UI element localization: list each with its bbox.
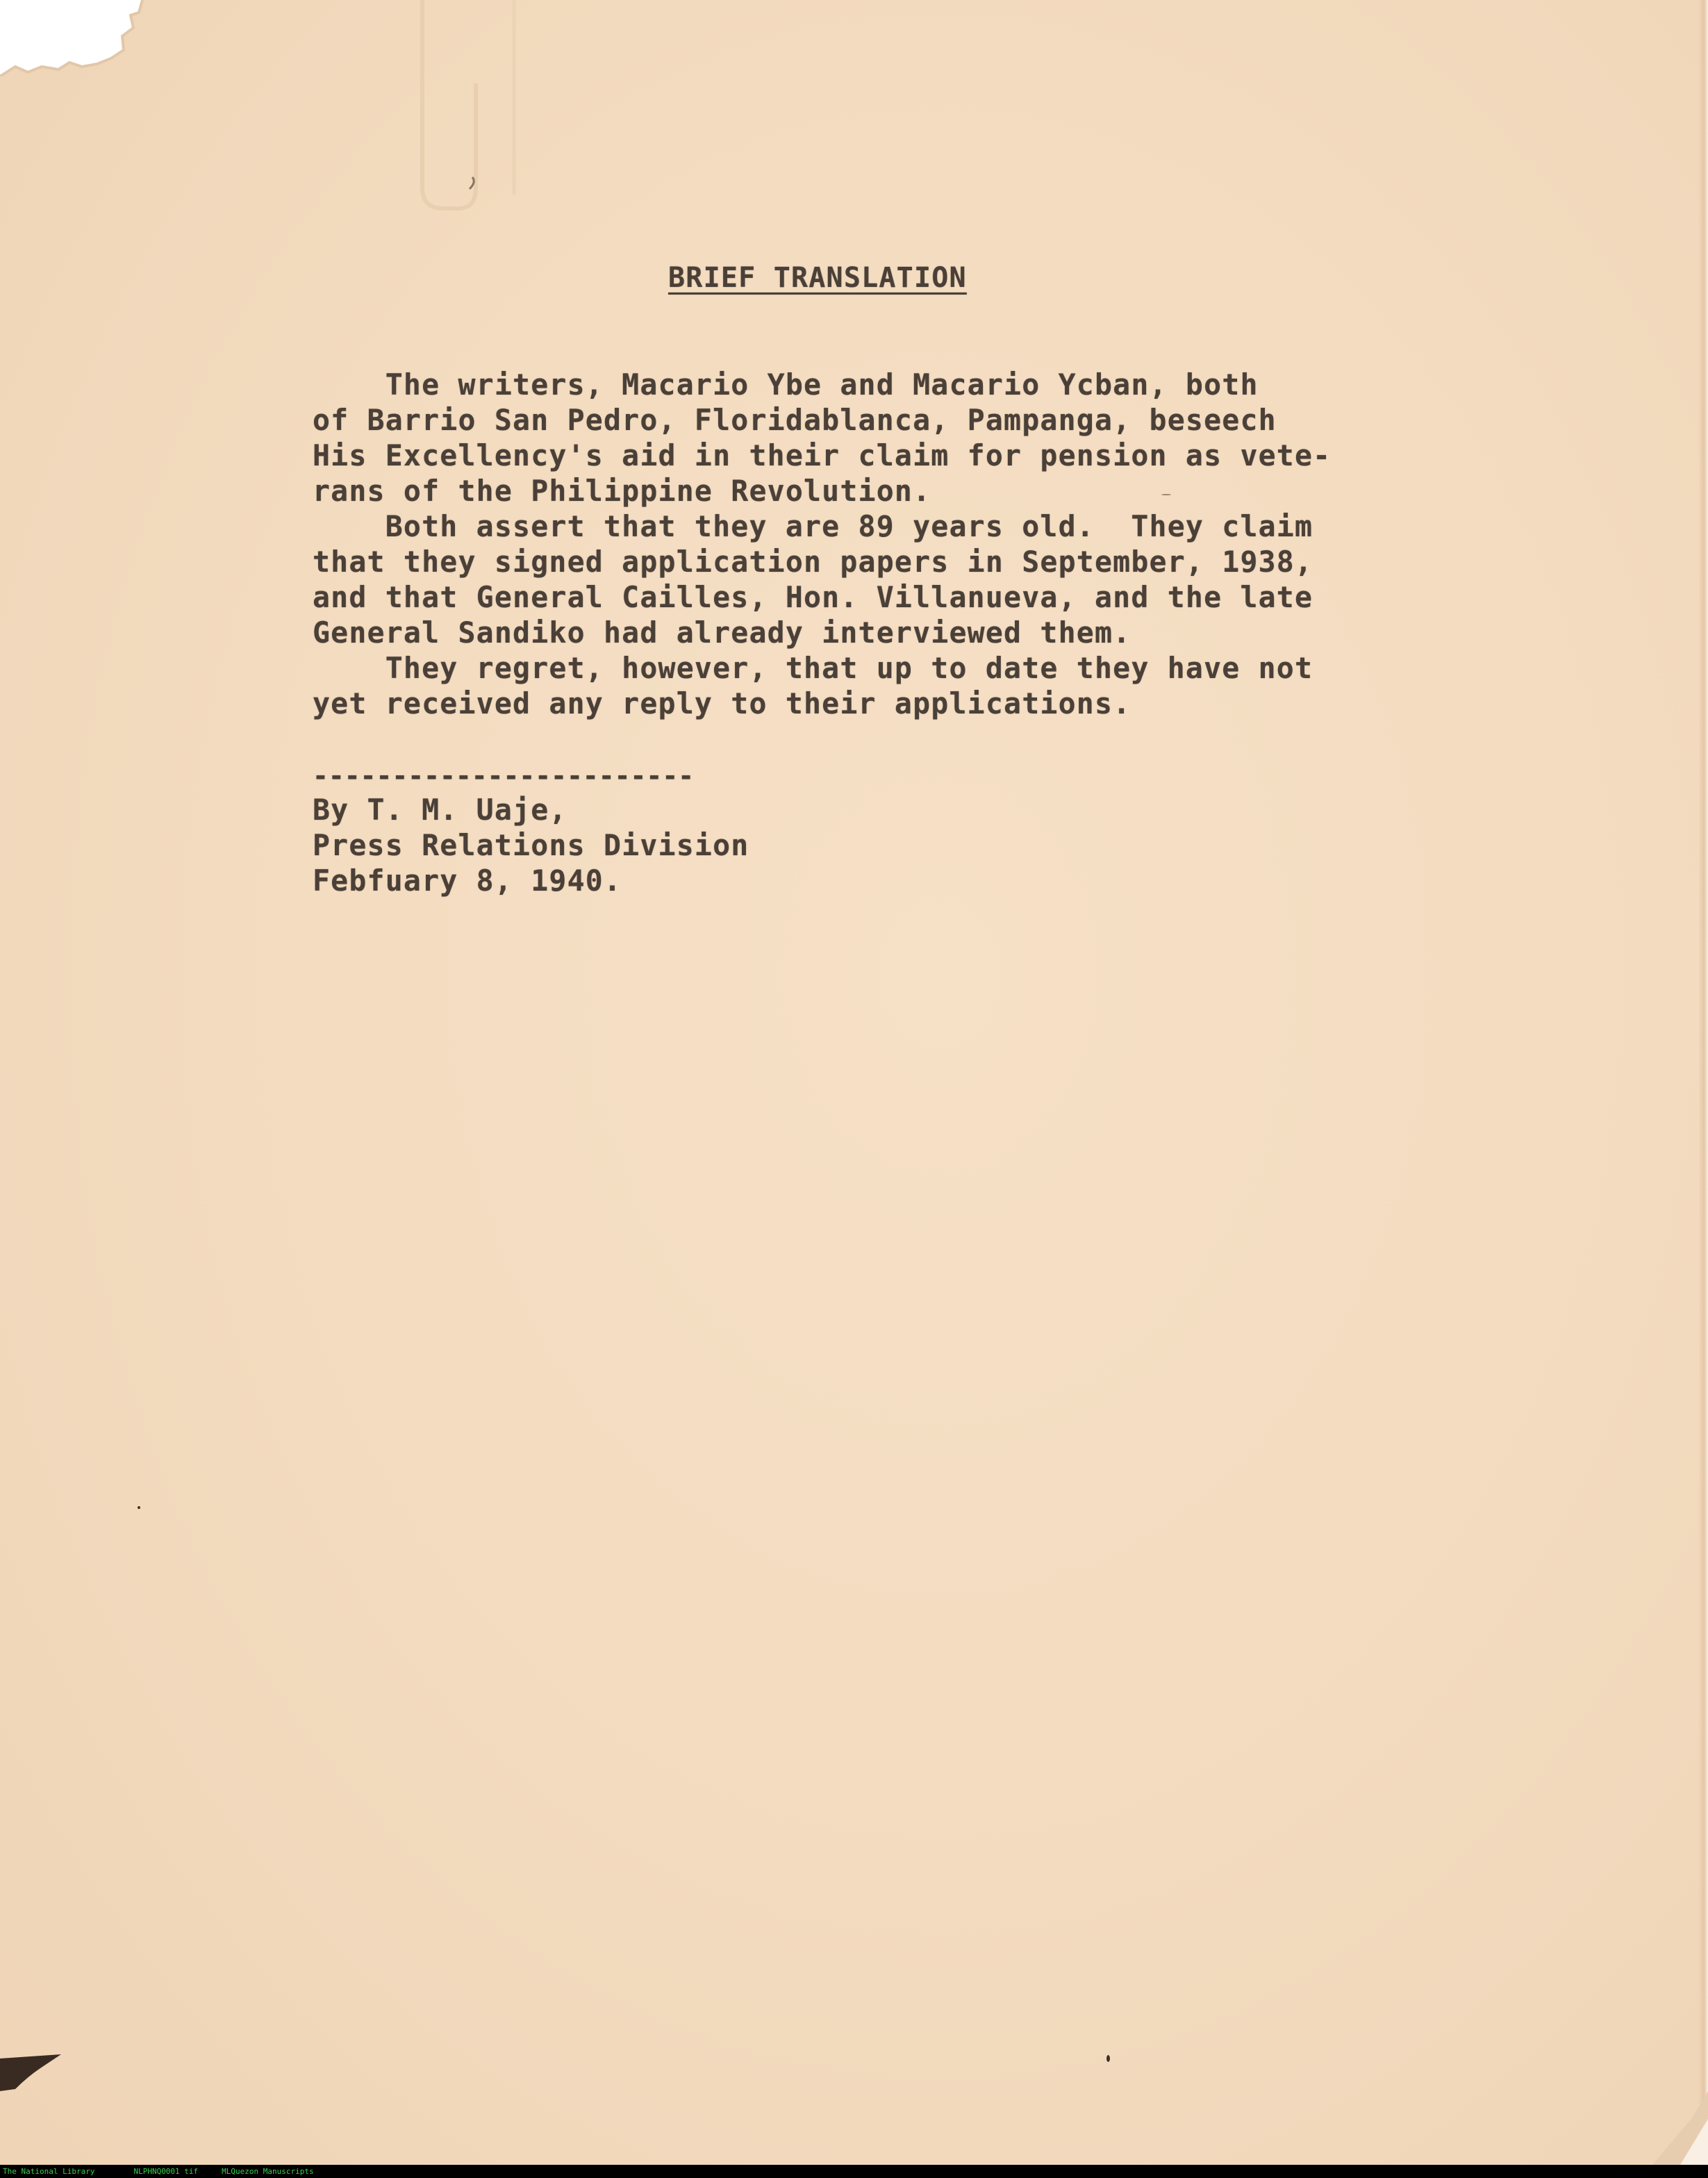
scan-footer	[0, 2165, 1708, 2178]
ink-speck	[138, 1506, 140, 1509]
footer-collection: MLQuezon Manuscripts	[222, 2167, 314, 2176]
paperclip-mark	[410, 0, 535, 215]
signature-author: By T. M. Uaje,	[313, 793, 567, 827]
divider: ------------------------	[313, 761, 695, 791]
body-line: General Sandiko had already interviewed them.	[313, 616, 1131, 650]
footer-file: NLPHNQ0001 tif	[133, 2167, 199, 2176]
paper-fold	[1625, 2091, 1708, 2165]
ink-speck	[1106, 2055, 1110, 2062]
footer-library: The National Library	[3, 2167, 95, 2176]
body-line: yet received any reply to their applications.	[313, 686, 1131, 720]
signature-date: Febfuary 8, 1940.	[313, 864, 622, 898]
body-line: of Barrio San Pedro, Floridablanca, Pampanga, beseech	[313, 403, 1277, 437]
signature-block	[313, 792, 749, 898]
body-line: His Excellency's aid in their claim for pension as vete-	[313, 438, 1332, 472]
body-line: rans of the Philippine Revolution.	[313, 474, 931, 508]
body-line: They regret, however, that up to date they have not	[313, 651, 1313, 685]
body-line: Both assert that they are 89 years old. They claim	[313, 509, 1313, 543]
page-title: BRIEF TRANSLATION	[668, 262, 967, 294]
body-line: The writers, Macario Ybe and Macario Ycban, both	[313, 368, 1259, 402]
torn-corner	[0, 0, 153, 76]
body-paragraphs	[313, 367, 1507, 721]
body-line: and that General Cailles, Hon. Villanueva, and the late	[313, 580, 1313, 614]
page-edge-shadow	[1698, 0, 1708, 2165]
body-line: that they signed application papers in September, 1938,	[313, 545, 1313, 579]
signature-division: Press Relations Division	[313, 828, 749, 862]
ink-smudge	[0, 2053, 66, 2091]
